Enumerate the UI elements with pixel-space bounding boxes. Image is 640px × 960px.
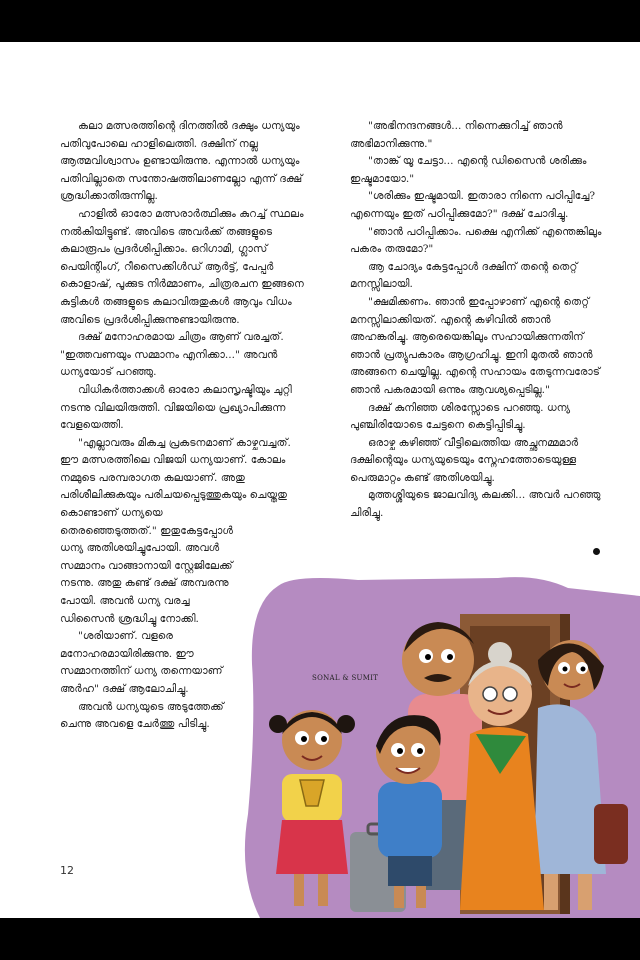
paragraph: ആ ചോദ്യം കേട്ടപ്പോൾ ദക്ഷിന് തന്റെ തെറ്റ് മനസ്സിലായി. xyxy=(350,260,578,291)
paragraph: "അഭിനന്ദനങ്ങൾ... നിന്നെക്കുറിച്ച് ഞാൻ അഭിമാനിക്കുന്നു." xyxy=(350,120,563,150)
paragraph: "ഞാൻ പഠിപ്പിക്കാം. പക്ഷെ എനിക്ക് എന്തെങ്കിലും പകരം തരുമോ?" xyxy=(350,225,602,256)
paragraph: "ക്ഷമിക്കണം. ഞാൻ ഇപ്പോഴാണ് എന്റെ തെറ്റ് മനസ്സിലാക്കിയത്. എന്റെ കഴിവിൽ ഞാൻ അഹങ്കരിച്ചു. ആരെയെങ്കിലും സഹായിക്കുന്നതിന് ഞാൻ പ്രത്യുപകാരം ആഗ്രഹിച്ചു. ഇനി മുതൽ ഞാൻ അങ്ങനെ ചെയ്യില്ല. എന്റെ സഹായം തേടുന്നവരോട് ഞാൻ പകരമായി ഒന്നും ആവശ്യപ്പെടില്ല." xyxy=(350,295,600,396)
paragraph: "എല്ലാവരും മികച്ച പ്രകടനമാണ് കാഴ്ചവച്ചത്. ഈ മത്സരത്തിലെ വിജയി ധന്യയാണ്. കോലം നമ്മുടെ പരമ്പരാഗത കലയാണ്. അതു പരിശീലിക്കുകയും പരിചയപ്പെടുത്തുകയും ചെയ്തതു xyxy=(60,436,291,502)
story-end-bullet xyxy=(593,548,600,555)
right-text-column xyxy=(350,118,612,523)
magazine-page xyxy=(0,42,640,918)
page-number: 12 xyxy=(60,864,74,877)
paragraph: കൊണ്ടാണ് ധന്യയെ തെരഞ്ഞെടുത്തത്." ഇതുകേട്ടപ്പോൾ ധന്യ അതിശയിച്ചുപോയി. അവൾ സമ്മാനം വാങ്ങാനായി സ്റ്റേജിലേക്ക് നടന്നു. അതു കണ്ട് ദക്ഷ് അമ്പരന്നു പോയി. അവൻ ധന്യ വരച്ച ഡിസൈൻ ശ്രദ്ധിച്ചു നോക്കി. xyxy=(60,507,233,625)
paragraph: ദക്ഷ് മനോഹരമായ ചിത്രം ആണ് വരച്ചത്. "ഇത്തവണയും സമ്മാനം എനിക്കാ..." അവൻ ധന്യയോട് പറഞ്ഞു. xyxy=(60,331,284,379)
paragraph: "താങ്ക് യൂ ചേട്ടാ... എന്റെ ഡിസൈൻ ശരിക്കും ഇഷ്ടമായോ." xyxy=(350,155,587,185)
paragraph: ഒരാഴ്ച കഴിഞ്ഞ് വീട്ടിലെത്തിയ അച്ഛനമ്മമാർ ദക്ഷിന്റെയും ധന്യയുടെയും സ്നേഹത്തോടെയുള്ള പെരുമാറ്റം കണ്ട് അതിശയിച്ചു. xyxy=(350,436,579,484)
family-illustration xyxy=(238,574,640,918)
paragraph: "ശരിക്കും ഇഷ്ടമായി. ഇതാരാ നിന്നെ പഠിപ്പിച്ചേ? എന്നെയും ഇത് പഠിപ്പിക്കുമോ?" ദക്ഷ് ചോദിച്ചു. xyxy=(350,190,596,220)
paragraph: അവൻ ധന്യയുടെ അടുത്തേക്ക് ചെന്നു അവളെ ചേർത്തു പിടിച്ചു. xyxy=(60,700,224,731)
illustration-credit: SONAL & SUMIT xyxy=(312,674,379,682)
paragraph: വിധികർത്താക്കൾ ഓരോ കലാസൃഷ്ടിയും ചുറ്റി നടന്നു വിലയിരുത്തി. വിജയിയെ പ്രഖ്യാപിക്കുന്ന വേളയെത്തി. xyxy=(60,383,292,432)
paragraph: കലാ മത്സരത്തിന്റെ ദിനത്തിൽ ദക്ഷും ധന്യയും പതിവുപോലെ ഹാളിലെത്തി. ദക്ഷിന് നല്ല ആത്മവിശ്വാസം ഉണ്ടായിരുന്നു. എന്നാൽ ധന്യയും പതിവില്ലാതെ സന്തോഷത്തിലാണല്ലോ എന്ന് ദക്ഷ് ശ്രദ്ധിക്കാതിരുന്നില്ല. xyxy=(60,120,303,203)
paragraph: "ശരിയാണ്. വളരെ മനോഹരമായിരിക്കുന്നു. ഈ സമ്മാനത്തിന് ധന്യ തന്നെയാണ് അർഹ" ദക്ഷ് ആലോചിച്ചു. xyxy=(60,630,223,695)
paragraph: ദക്ഷ് കുനിഞ്ഞ ശിരസ്സോടെ പറഞ്ഞു. ധന്യ പുഞ്ചിരിയോടെ ചേട്ടനെ കെട്ടിപ്പിടിച്ചു. xyxy=(350,401,571,432)
paragraph: മുത്തശ്ശിയുടെ ജാലവിദ്യ കലക്കി... അവർ പറഞ്ഞു ചിരിച്ചു. xyxy=(350,489,601,520)
paragraph: ഹാളിൽ ഓരോ മത്സരാർത്ഥിക്കും കുറച്ച് സ്ഥലം നൽകിയിട്ടുണ്ട്. അവിടെ അവർക്ക് തങ്ങളുടെ കലാരൂപം പ്രദർശിപ്പിക്കാം. ഒറിഗാമി, ഗ്ലാസ് പെയിന്റിംഗ്, റീസൈക്കിൾഡ് ആർട്ട്, പേപ്പർ കൊളാഷ്, പൂക്കുട നിർമ്മാണം, ചിത്രരചന ഇങ്ങനെ കുട്ടികൾ തങ്ങളുടെ കലാവിരുതുകൾ ആവും വിധം അവിടെ പ്രദർശിപ്പിക്കുന്നുണ്ടായിരുന്നു. xyxy=(60,207,304,326)
